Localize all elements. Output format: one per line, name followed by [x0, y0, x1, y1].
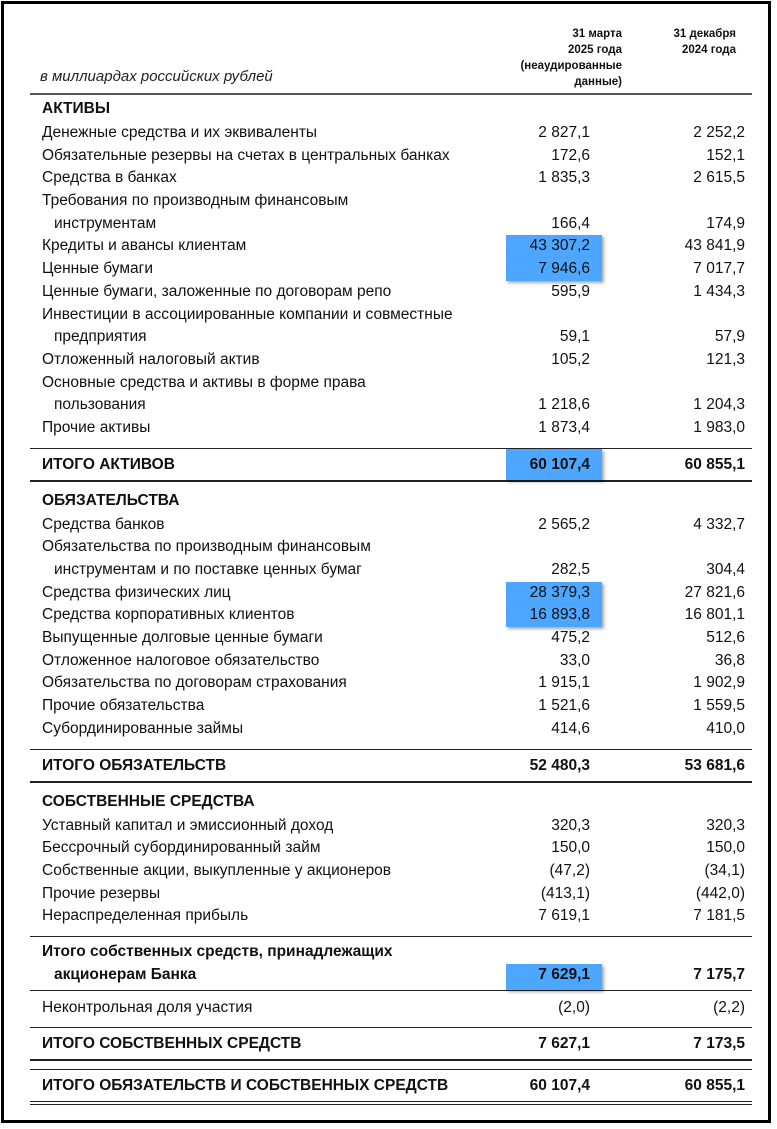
value-2025: 7 946,6: [538, 260, 590, 278]
row-label: предприятия: [54, 328, 147, 346]
value-2025: 60 107,4: [529, 1077, 590, 1095]
value-2024: 27 821,6: [684, 583, 745, 601]
table-row: [30, 417, 752, 440]
value-2024: 7 017,7: [693, 260, 745, 278]
units-label: в миллиардах российских рублей: [40, 68, 273, 85]
table-row: [30, 326, 752, 349]
table-row: [30, 695, 752, 718]
row-label: Обязательные резервы на счетах в центральных банках: [42, 146, 450, 164]
total-row: [30, 749, 752, 783]
value-2025: 1 835,3: [538, 169, 590, 187]
value-2025: 475,2: [551, 629, 590, 647]
value-2025: 59,1: [559, 328, 590, 346]
row-label: Уставный капитал и эмиссионный доход: [42, 816, 334, 834]
row-label: АКТИВЫ: [42, 100, 111, 117]
row-label: ИТОГО АКТИВОВ: [42, 455, 175, 473]
row-label: Отложенный налоговый актив: [42, 350, 260, 368]
col2-line: 2024 года: [682, 44, 736, 56]
row-label: Средства в банках: [42, 169, 177, 187]
total-row: [30, 1069, 752, 1105]
row-label: инструментам: [54, 214, 157, 232]
value-2025: 595,9: [551, 282, 590, 300]
total-row: [30, 1027, 752, 1061]
value-2025: 1 915,1: [538, 674, 590, 692]
value-2024: 36,8: [714, 651, 745, 669]
value-2025: 2 827,1: [538, 124, 590, 141]
value-2025: (413,1): [540, 884, 590, 902]
col1-line: (неаудированные: [520, 60, 622, 72]
value-2024: (2,2): [713, 998, 745, 1016]
value-2025: 172,6: [551, 146, 590, 164]
row-label: ИТОГО ОБЯЗАТЕЛЬСТВ: [42, 756, 227, 774]
row-label: Основные средства и активы в форме права: [42, 373, 366, 391]
section-heading: [30, 96, 752, 122]
table-row: [30, 145, 752, 168]
value-2024: 57,9: [714, 328, 745, 346]
value-2024: 2 252,2: [693, 124, 745, 141]
table-row: [30, 997, 752, 1020]
table-row: [30, 122, 752, 145]
col1-line: данные): [574, 76, 622, 88]
value-2024: 512,6: [706, 629, 745, 647]
row-label: Ценные бумаги, заложенные по договорам репо: [42, 282, 392, 300]
value-2025: 2 565,2: [538, 515, 590, 533]
value-2024: 4 332,7: [693, 515, 745, 533]
value-2024: 60 855,1: [684, 455, 745, 473]
section-heading: [30, 488, 752, 514]
value-2024: 174,9: [706, 214, 745, 232]
value-2024: 60 855,1: [684, 1077, 745, 1095]
value-2024: 410,0: [706, 719, 745, 737]
row-label: пользования: [54, 396, 146, 414]
column-header-december-2024: [636, 26, 736, 58]
value-2024: 320,3: [706, 816, 745, 834]
table-row: [30, 837, 752, 860]
row-label: ИТОГО СОБСТВЕННЫХ СРЕДСТВ: [42, 1035, 302, 1053]
table-row: [30, 536, 752, 559]
value-2025: 43 307,2: [529, 237, 590, 255]
row-label: Неконтрольная доля участия: [42, 998, 253, 1016]
row-label: Итого собственных средств, принадлежащих: [42, 942, 393, 960]
value-2025: 282,5: [551, 561, 590, 578]
row-label: Кредиты и авансы клиентам: [42, 237, 247, 255]
value-2025: 33,0: [559, 651, 590, 669]
row-label: Обязательства по договорам страхования: [42, 674, 347, 692]
row-label: Инвестиции в ассоциированные компании и совместные: [42, 305, 453, 323]
row-label: Прочие резервы: [42, 884, 161, 902]
value-2024: 43 841,9: [684, 237, 745, 255]
row-label: Бессрочный субординированный займ: [42, 839, 321, 857]
table-row: [30, 190, 752, 213]
col1-line: 31 марта: [572, 28, 622, 40]
total-row: [30, 936, 752, 964]
table-row: [30, 604, 752, 627]
value-2024: 304,4: [706, 561, 745, 578]
row-label: Средства корпоративных клиентов: [42, 606, 295, 624]
col1-line: 2025 года: [568, 44, 622, 56]
row-label: Денежные средства и их эквиваленты: [42, 124, 318, 141]
row-label: СОБСТВЕННЫЕ СРЕДСТВА: [42, 792, 255, 810]
row-label: Прочие активы: [42, 418, 151, 436]
column-header-march-2025: [482, 26, 622, 90]
table-row: [30, 883, 752, 906]
value-2024: 7 173,5: [693, 1035, 745, 1053]
value-2024: 1 204,3: [693, 396, 745, 414]
total-row: [30, 964, 752, 991]
value-2025: 1 218,6: [538, 396, 590, 414]
total-row: [30, 448, 752, 482]
value-2025: 105,2: [551, 350, 590, 368]
value-2025: 166,4: [551, 214, 590, 232]
value-2024: 16 801,1: [684, 606, 745, 624]
table-row: [30, 304, 752, 327]
value-2024: 1 559,5: [693, 697, 745, 715]
value-2024: 1 902,9: [693, 674, 745, 692]
table-row: [30, 213, 752, 236]
row-label: Средства банков: [42, 515, 165, 533]
table-row: [30, 349, 752, 372]
value-2025: 60 107,4: [529, 455, 590, 473]
row-label: Выпущенные долговые ценные бумаги: [42, 629, 323, 647]
value-2025: 1 873,4: [538, 418, 590, 436]
table-row: [30, 394, 752, 417]
value-2025: 7 619,1: [538, 907, 590, 925]
row-label: Обязательства по производным финансовым: [42, 538, 371, 556]
value-2025: 414,6: [551, 719, 590, 737]
row-label: акционерам Банка: [54, 965, 197, 983]
table-row: [30, 281, 752, 304]
table-row: [30, 650, 752, 673]
value-2024: 121,3: [706, 350, 745, 368]
table-row: [30, 627, 752, 650]
value-2025: 16 893,8: [529, 606, 590, 624]
value-2024: (34,1): [704, 861, 745, 879]
balance-sheet-table: [30, 96, 752, 1105]
table-row: [30, 582, 752, 605]
value-2025: 52 480,3: [529, 756, 590, 774]
statement-header: [30, 0, 752, 95]
table-row: [30, 815, 752, 838]
table-row: [30, 372, 752, 395]
row-label: ОБЯЗАТЕЛЬСТВА: [42, 491, 180, 509]
row-label: Отложенное налоговое обязательство: [42, 651, 320, 669]
table-row: [30, 514, 752, 537]
col2-line: 31 декабря: [673, 28, 736, 40]
value-2025: 150,0: [551, 839, 590, 857]
row-label: Нераспределенная прибыль: [42, 907, 249, 925]
value-2024: (442,0): [695, 884, 745, 902]
table-row: [30, 258, 752, 281]
row-label: ИТОГО ОБЯЗАТЕЛЬСТВ И СОБСТВЕННЫХ СРЕДСТВ: [42, 1077, 449, 1095]
value-2024: 2 615,5: [693, 169, 745, 187]
row-label: Прочие обязательства: [42, 697, 205, 715]
value-2024: 7 175,7: [693, 965, 745, 983]
table-row: [30, 672, 752, 695]
row-label: Средства физических лиц: [42, 583, 231, 601]
value-2024: 1 434,3: [693, 282, 745, 300]
table-row: [30, 559, 752, 582]
table-row: [30, 860, 752, 883]
table-row: [30, 905, 752, 928]
table-row: [30, 718, 752, 741]
row-label: Собственные акции, выкупленные у акционеров: [42, 861, 392, 879]
row-label: Требования по производным финансовым: [42, 192, 349, 210]
value-2025: 7 629,1: [538, 965, 590, 983]
value-2024: 152,1: [706, 146, 745, 164]
row-label: Ценные бумаги: [42, 260, 153, 278]
value-2024: 53 681,6: [684, 756, 745, 774]
value-2025: 7 627,1: [538, 1035, 590, 1053]
value-2025: 320,3: [551, 816, 590, 834]
value-2025: 1 521,6: [538, 697, 590, 715]
value-2025: 28 379,3: [529, 583, 590, 601]
value-2024: 150,0: [706, 839, 745, 857]
value-2025: (47,2): [549, 861, 590, 879]
value-2024: 1 983,0: [693, 418, 745, 436]
row-label: инструментам и по поставке ценных бумаг: [54, 561, 362, 578]
value-2024: 7 181,5: [693, 907, 745, 925]
section-heading: [30, 789, 752, 815]
value-2025: (2,0): [558, 998, 590, 1016]
table-row: [30, 167, 752, 190]
table-row: [30, 235, 752, 258]
row-label: Субординированные займы: [42, 719, 244, 737]
